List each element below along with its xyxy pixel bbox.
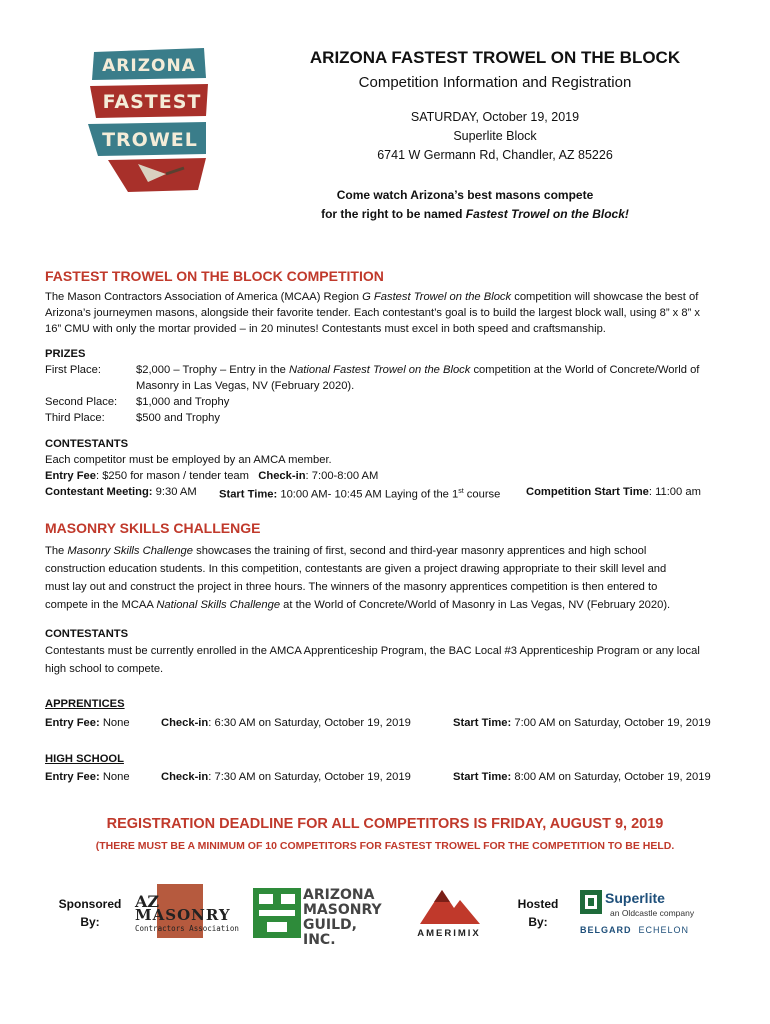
az-masonry-contractors-logo <box>135 884 239 940</box>
masonry-text: MASONRY <box>135 906 231 924</box>
guild-line-1: ARIZONA <box>303 887 375 903</box>
arizona-fastest-trowel-logo <box>88 42 210 192</box>
page-title: ARIZONA FASTEST TROWEL ON THE BLOCK <box>309 48 681 67</box>
minimum-competitors-note: (THERE MUST BE A MINIMUM OF 10 COMPETITORS FOR FASTEST TROWEL FOR THE COMPETITION TO BE HELD. <box>95 840 675 852</box>
high-school-checkin: Check-in: 7:30 AM on Saturday, October 19, 2019 <box>161 771 411 783</box>
amerimix-text: AMERIMIX <box>417 928 481 939</box>
competition-desc-line-1: The Mason Contractors Association of America (MCAA) Region G Fastest Trowel on the Block competition will showcase the best of <box>45 291 699 303</box>
hosted-by-label: Hosted By: <box>517 897 559 929</box>
superlite-emblem-icon <box>580 890 602 914</box>
logo-word-arizona: ARIZONA <box>102 56 196 76</box>
tagline-text: for the right to be named <box>321 207 466 221</box>
echelon-text: ECHELON <box>638 925 690 935</box>
first-place-value: $2,000 – Trophy – Entry in the National Fastest Trowel on the Block competition at the World of Concrete/World of Masonry in Las Vegas, NV (February 2020). <box>136 364 700 392</box>
competition-description <box>45 289 735 337</box>
high-school-start: Start Time: 8:00 AM on Saturday, October 19, 2019 <box>453 771 711 783</box>
event-address: 6741 W Germann Rd, Chandler, AZ 85226 <box>377 148 613 162</box>
apprentices-label: APPRENTICES <box>45 698 125 710</box>
event-venue: Superlite Block <box>453 129 537 143</box>
start-time-line: Start Time: 10:00 AM- 10:45 AM Laying of the 1st course <box>219 488 501 501</box>
apprentices-checkin: Check-in: 6:30 AM on Saturday, October 19, 2019 <box>161 717 411 729</box>
event-date: SATURDAY, October 19, 2019 <box>410 110 580 124</box>
arizona-masonry-guild-logo <box>253 887 383 948</box>
competition-desc-line-2: Arizona’s journeymen masons, alongside their favorite tender. Each contestant’s goal is to build the largest block wall, using 8” x 8” x <box>45 307 701 319</box>
logo-word-trowel: TROWEL <box>102 129 198 151</box>
az-text: AZ <box>135 892 160 911</box>
amerimix-mountain-icon <box>420 888 480 924</box>
superlite-text: Superlite <box>605 890 665 906</box>
superlite-sub-text: an Oldcastle company <box>610 908 695 918</box>
belgard-text: BELGARD <box>580 925 632 935</box>
entry-fee-checkin-line: Entry Fee: $250 for mason / tender team Check-in: 7:00-8:00 AM <box>45 470 379 482</box>
apprentices-fee: Entry Fee: None <box>45 717 130 729</box>
competition-desc-line-3: 16” CMU with only the mortar provided – in 20 minutes! Contestants must excel in both speed and craftsmanship. <box>45 323 606 335</box>
guild-emblem-icon <box>253 888 301 938</box>
brand-row <box>580 925 689 935</box>
second-place-label: Second Place: <box>45 396 118 408</box>
high-school-fee: Entry Fee: None <box>45 771 130 783</box>
tagline-emphasis: Fastest Trowel on the Block! <box>465 207 629 221</box>
competition-contestants-label: CONTESTANTS <box>45 438 129 450</box>
tagline-line-2 <box>220 205 730 224</box>
high-school-label: HIGH SCHOOL <box>45 753 124 765</box>
competition-contestants-text: Each competitor must be employed by an AMCA member. <box>45 454 332 466</box>
prizes-label: PRIZES <box>45 348 86 360</box>
logo-word-fastest: FASTEST <box>102 91 202 113</box>
guild-line-3: GUILD, INC. <box>303 917 357 948</box>
apprentices-start: Start Time: 7:00 AM on Saturday, October 19, 2019 <box>453 717 711 729</box>
skills-contestants-label: CONTESTANTS <box>45 628 129 640</box>
tagline-line-1: Come watch Arizona’s best masons compete <box>336 188 594 202</box>
third-place-value: $500 and Trophy <box>136 412 220 424</box>
skills-description: The Masonry Skills Challenge showcases the training of first, second and third-year masonry apprentices and high school construction education students. In this competition, contestants are given a project drawing appropriate to their skill level and must lay out and construct the project in three hours. The winners of the masonry apprentices competition is then entered to compete in the MCAA National Skills Challenge at the World of Concrete/World of Masonry in Las Vegas, NV (February 2020). <box>45 545 671 611</box>
registration-deadline: REGISTRATION DEADLINE FOR ALL COMPETITORS IS FRIDAY, AUGUST 9, 2019 <box>106 816 664 832</box>
skills-heading: MASONRY SKILLS CHALLENGE <box>45 520 261 536</box>
guild-line-2: MASONRY <box>303 902 382 918</box>
third-place-label: Third Place: <box>45 412 105 424</box>
page-subtitle: Competition Information and Registration <box>358 74 632 91</box>
competition-heading: FASTEST TROWEL ON THE BLOCK COMPETITION <box>45 268 384 284</box>
second-place-value: $1,000 and Trophy <box>136 396 230 408</box>
superlite-logo <box>580 890 710 940</box>
sponsored-by-label: Sponsored By: <box>58 897 122 929</box>
competition-start-line: Competition Start Time: 11:00 am <box>526 486 701 498</box>
amerimix-logo <box>400 888 498 940</box>
first-place-label: First Place: <box>45 364 101 376</box>
meeting-line: Contestant Meeting: 9:30 AM <box>45 486 197 498</box>
contractors-association-text: Contractors Association <box>135 924 239 933</box>
skills-contestants-text: Contestants must be currently enrolled in the AMCA Apprenticeship Program, the BAC Local #3 Apprenticeship Program or any local high school to compete. <box>45 645 700 675</box>
